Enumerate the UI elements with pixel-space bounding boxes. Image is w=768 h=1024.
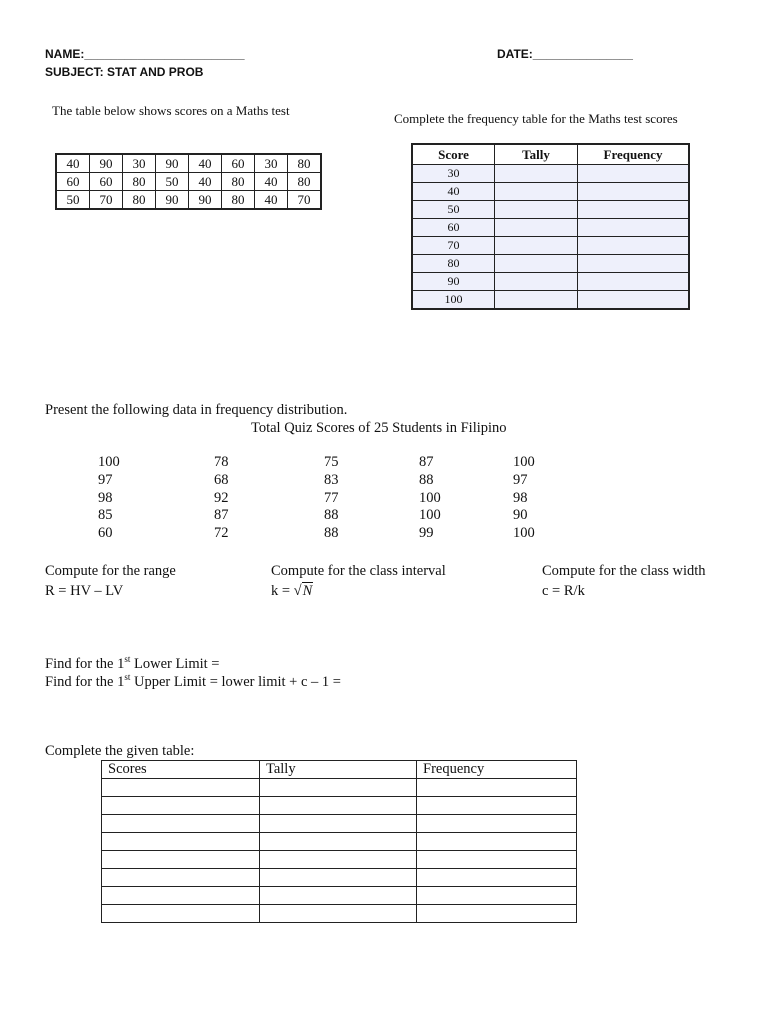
upper-limit-text-end: Upper Limit = lower limit + c – 1 = [130,673,341,690]
frequency-cell[interactable] [578,273,690,291]
table-header-row [102,761,577,779]
frequency-cell[interactable] [417,815,577,833]
quiz-score: 90 [513,507,528,524]
name-field-label: NAME:________________________ [45,47,245,61]
first-upper-limit-prompt [45,672,341,691]
frequency-table [411,143,690,310]
table-row [412,183,689,201]
score-cell: 80 [123,173,156,191]
tally-cell[interactable] [260,833,417,851]
table-row [412,219,689,237]
score-cell: 80 [288,154,322,173]
column-header-frequency: Frequency [417,761,577,779]
class-interval-formula [271,583,313,600]
table-header-row [412,144,689,165]
freq-table-title: Complete the frequency table for the Maths test scores [394,111,678,126]
scores-cell[interactable] [102,851,260,869]
quiz-data-title: Total Quiz Scores of 25 Students in Filipino [251,420,507,436]
column-header-tally: Tally [260,761,417,779]
quiz-score: 68 [214,471,229,488]
score-cell: 40 [189,154,222,173]
score-cell: 90 [156,154,189,173]
quiz-score: 87 [419,454,434,470]
frequency-cell[interactable] [417,779,577,797]
score-value: 90 [412,273,495,291]
quiz-score: 88 [324,507,339,524]
frequency-cell[interactable] [417,905,577,923]
score-value: 100 [412,291,495,310]
quiz-scores-column-1 [98,454,120,543]
frequency-cell[interactable] [578,219,690,237]
score-cell: 40 [189,173,222,191]
table-row [102,851,577,869]
quiz-score: 83 [324,471,339,488]
quiz-score: 99 [419,525,434,542]
tally-cell[interactable] [260,851,417,869]
quiz-scores-column-2 [214,454,229,543]
frequency-cell[interactable] [417,869,577,887]
quiz-score: 100 [513,454,535,470]
score-cell: 80 [123,191,156,210]
frequency-cell[interactable] [417,851,577,869]
quiz-score: 77 [324,489,339,506]
score-cell: 60 [90,173,123,191]
scores-cell[interactable] [102,905,260,923]
tally-cell[interactable] [260,905,417,923]
frequency-cell[interactable] [417,887,577,905]
tally-cell[interactable] [495,237,578,255]
score-cell: 60 [56,173,90,191]
frequency-cell[interactable] [578,237,690,255]
frequency-cell[interactable] [578,291,690,310]
tally-cell[interactable] [495,273,578,291]
scores-cell[interactable] [102,779,260,797]
first-lower-limit-prompt [45,654,219,673]
score-value: 40 [412,183,495,201]
score-cell: 50 [156,173,189,191]
score-cell: 30 [255,154,288,173]
table-row [102,887,577,905]
interval-formula-prefix: k = √ [271,583,302,599]
given-frequency-table [101,760,577,923]
date-field-label: DATE:_______________ [497,47,633,61]
scores-cell[interactable] [102,833,260,851]
score-cell: 70 [288,191,322,210]
score-value: 80 [412,255,495,273]
quiz-score: 98 [513,489,528,506]
quiz-score: 88 [419,471,434,488]
table-row [412,237,689,255]
table-row [102,905,577,923]
table-row [102,779,577,797]
lower-limit-text: Find for the 1 [45,655,125,672]
tally-cell[interactable] [495,201,578,219]
quiz-score: 60 [98,525,113,542]
tally-cell[interactable] [260,887,417,905]
quiz-score: 85 [98,507,113,524]
tally-cell[interactable] [260,815,417,833]
quiz-score: 78 [214,454,229,470]
score-value: 60 [412,219,495,237]
score-cell: 80 [222,173,255,191]
maths-scores-table [55,153,322,210]
quiz-score: 87 [214,507,229,524]
table-row [56,191,321,210]
quiz-score: 100 [98,454,120,470]
table-row [412,291,689,310]
tally-cell[interactable] [260,797,417,815]
table-row [412,273,689,291]
quiz-score: 97 [98,471,113,488]
frequency-cell[interactable] [417,833,577,851]
tally-cell[interactable] [495,165,578,183]
table-row [102,833,577,851]
frequency-cell[interactable] [578,183,690,201]
score-cell: 80 [288,173,322,191]
scores-intro-text: The table below shows scores on a Maths test [52,103,290,118]
class-width-formula: c = R/k [542,583,585,599]
tally-cell[interactable] [495,291,578,310]
range-formula: R = HV – LV [45,583,124,599]
quiz-scores-column-5 [513,454,535,543]
table-row [412,201,689,219]
scores-cell[interactable] [102,797,260,815]
tally-cell[interactable] [495,219,578,237]
quiz-score: 100 [419,489,441,506]
frequency-cell[interactable] [417,797,577,815]
class-width-label: Compute for the class width [542,563,706,579]
frequency-distribution-instruction: Present the following data in frequency distribution. [45,402,348,418]
subject-label: SUBJECT: STAT AND PROB [45,65,204,79]
score-cell: 30 [123,154,156,173]
score-cell: 40 [56,154,90,173]
quiz-score: 97 [513,471,528,488]
tally-cell[interactable] [495,255,578,273]
frequency-cell[interactable] [578,255,690,273]
score-value: 70 [412,237,495,255]
ordinal-suffix: st [124,654,131,664]
column-header-score: Score [412,144,495,165]
quiz-score: 98 [98,489,113,506]
table-row [102,797,577,815]
given-table-instruction: Complete the given table: [45,743,195,759]
score-cell: 60 [222,154,255,173]
score-value: 50 [412,201,495,219]
table-row [56,173,321,191]
range-label: Compute for the range [45,563,176,579]
lower-limit-text-end: Lower Limit = [130,655,220,672]
quiz-score: 100 [513,525,535,542]
upper-limit-text: Find for the 1 [45,673,125,690]
quiz-score: 72 [214,525,229,542]
quiz-scores-column-4 [419,454,441,543]
column-header-scores: Scores [102,761,260,779]
table-row [56,154,321,173]
quiz-scores-column-3 [324,454,339,543]
class-interval-label: Compute for the class interval [271,563,446,579]
quiz-score: 100 [419,507,441,524]
interval-formula-variable: N [302,583,313,599]
scores-cell[interactable] [102,887,260,905]
score-cell: 90 [90,154,123,173]
table-row [102,815,577,833]
table-row [412,165,689,183]
tally-cell[interactable] [495,183,578,201]
quiz-score: 92 [214,489,229,506]
quiz-score: 75 [324,454,339,470]
column-header-tally: Tally [495,144,578,165]
column-header-frequency: Frequency [578,144,690,165]
frequency-cell[interactable] [578,201,690,219]
scores-cell[interactable] [102,815,260,833]
table-row [412,255,689,273]
score-value: 30 [412,165,495,183]
quiz-score: 88 [324,525,339,542]
score-cell: 90 [189,191,222,210]
score-cell: 90 [156,191,189,210]
score-cell: 80 [222,191,255,210]
scores-cell[interactable] [102,869,260,887]
table-row [102,869,577,887]
score-cell: 50 [56,191,90,210]
score-cell: 40 [255,173,288,191]
frequency-cell[interactable] [578,165,690,183]
score-cell: 40 [255,191,288,210]
score-cell: 70 [90,191,123,210]
ordinal-suffix: st [124,672,131,682]
tally-cell[interactable] [260,869,417,887]
tally-cell[interactable] [260,779,417,797]
